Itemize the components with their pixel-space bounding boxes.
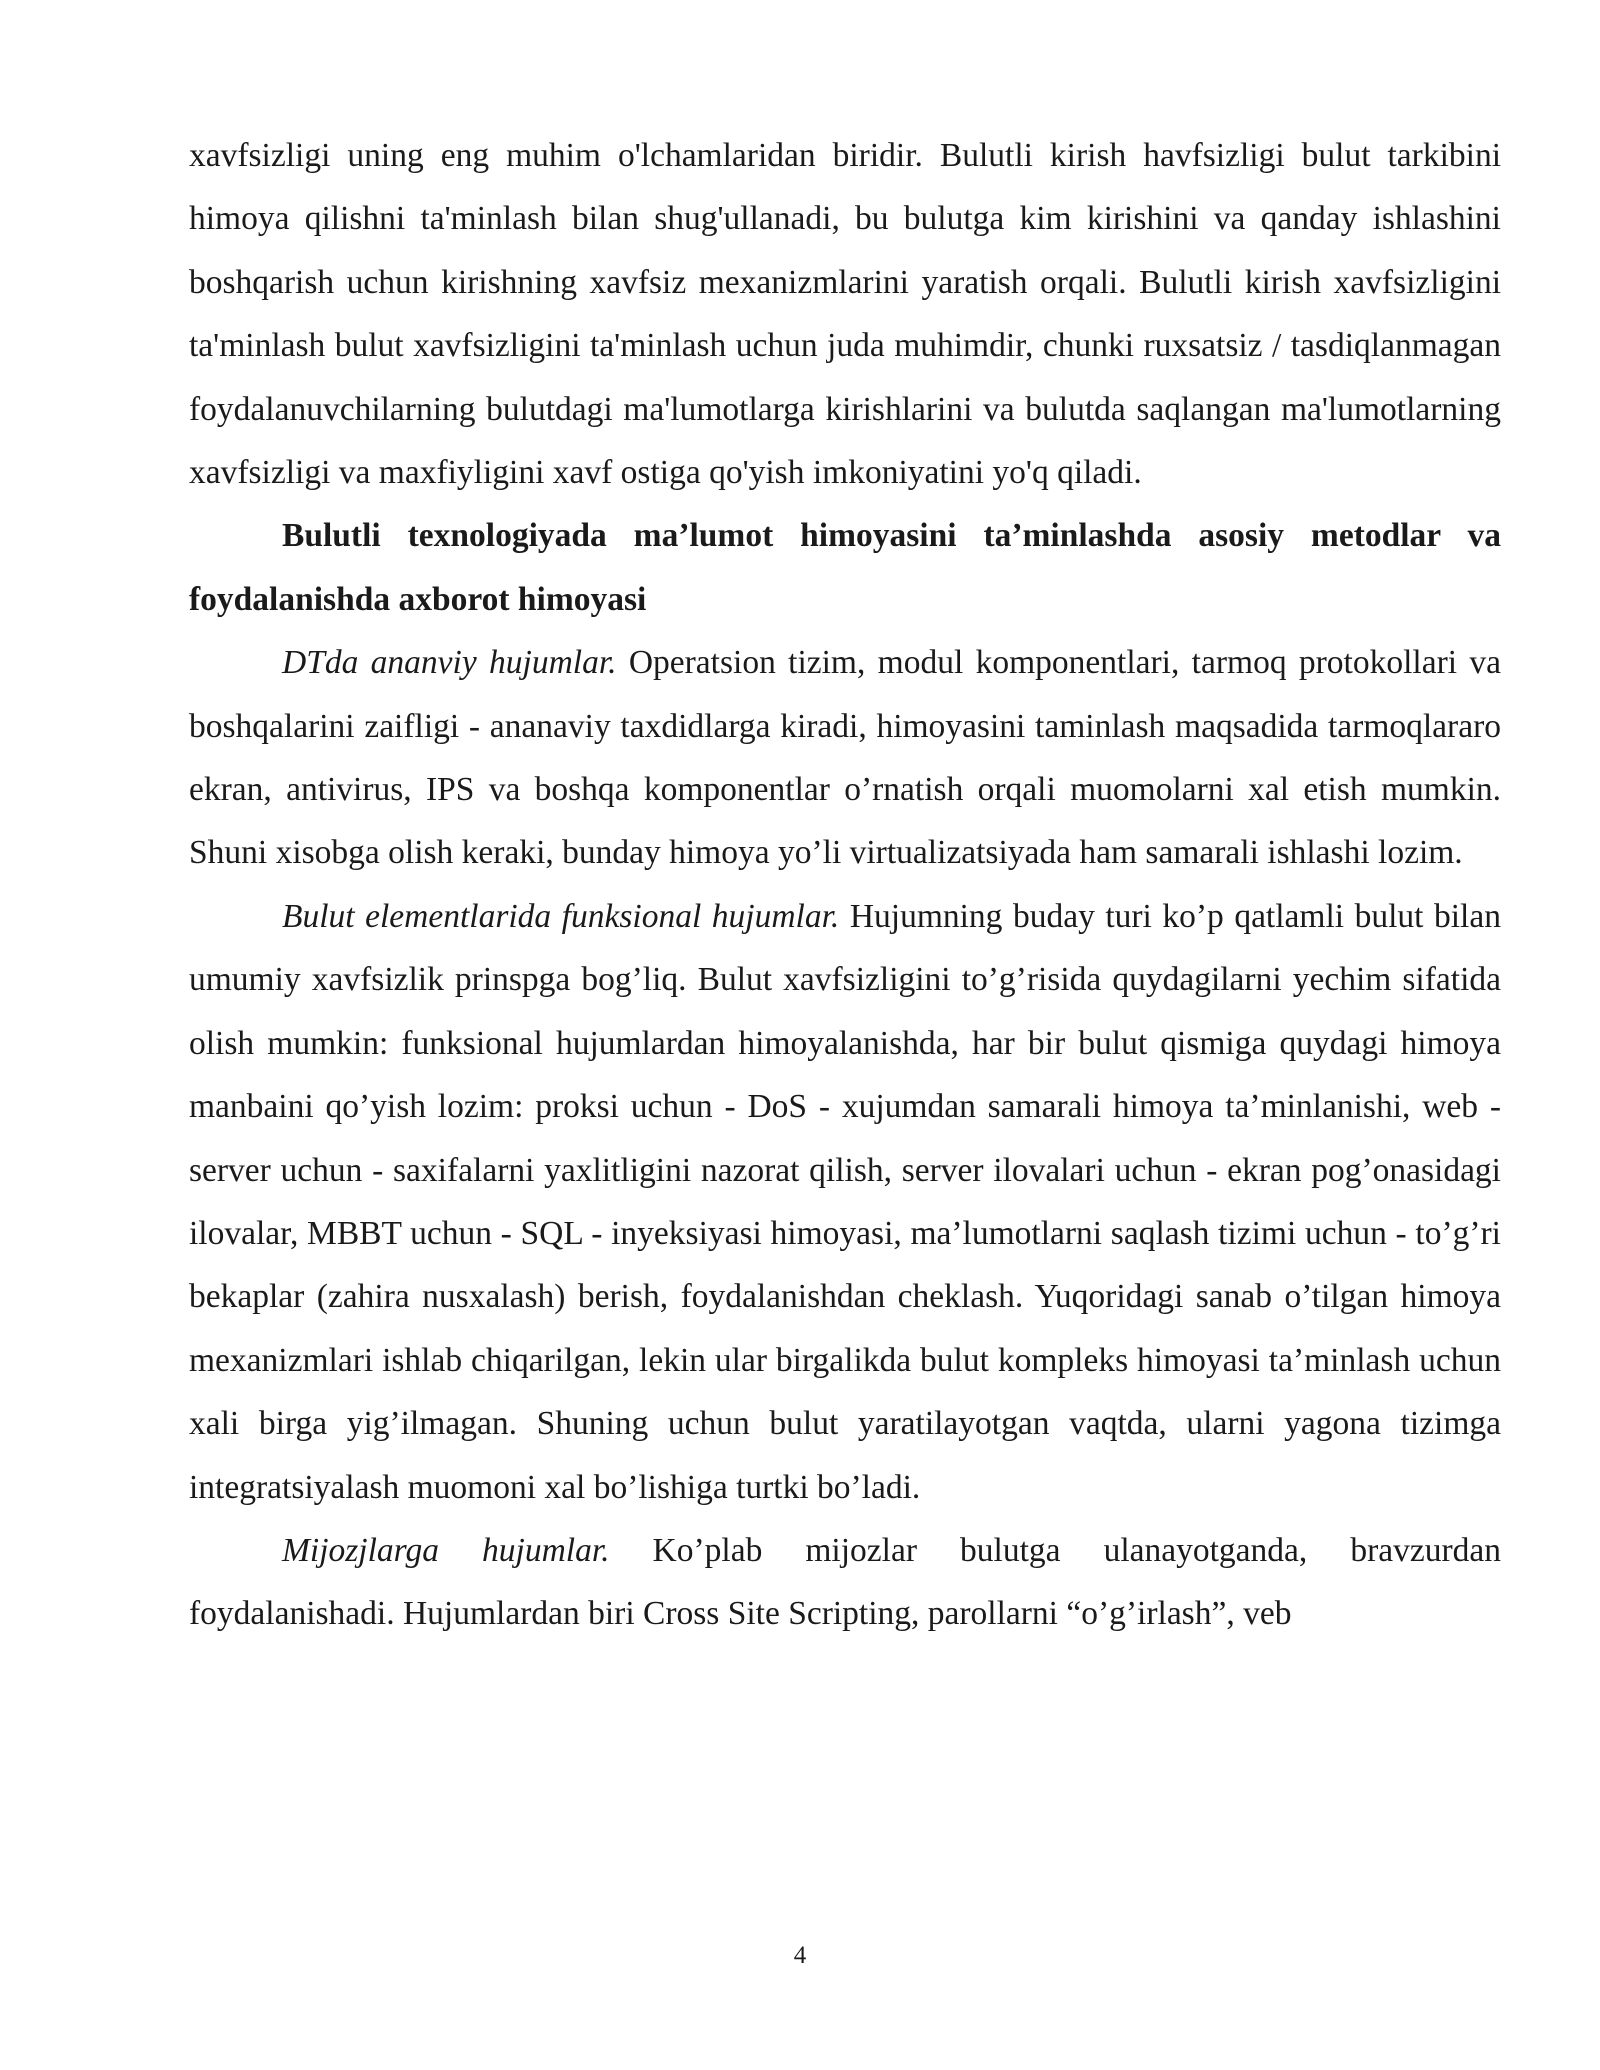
paragraph-traditional-attacks <box>189 631 1501 885</box>
paragraph-client-attacks <box>189 1519 1501 1646</box>
paragraph-text: xavfsizligi uning eng muhim o'lchamlaridan biridir. Bulutli kirish havfsizligi bulut tarkibini himoya qilishni ta'minlash bilan shug'ullanadi, bu bulutga kim kirishini va qanday ishlashini boshqarish uchun kirishning xavfsiz mexanizmlarini yaratish orqali. Bulutli kirish xavfsizligini ta'minlash bulut xavfsizligini ta'minlash uchun juda muhimdir, chunki ruxsatsiz / tasdiqlanmagan foydalanuvchilarning bulutdagi ma'lumotlarga kirishlarini va bulutda saqlangan ma'lumotlarning xavfsizligi va maxfiyligini xavf ostiga qo'yish imkoniyatini yo'q qiladi. <box>189 137 1501 492</box>
section-heading-text: Bulutli texnologiyada ma’lumot himoyasini ta’minlashda asosiy metodlar va foydalanishda axborot himoyasi <box>189 517 1501 618</box>
paragraph-functional-attacks <box>189 885 1501 1519</box>
paragraph-text: Operatsion tizim, modul komponentlari, tarmoq protokollari va boshqalarini zaifligi - ananaviy taxdidlarga kiradi, himoyasini taminlash maqsadida tarmoqlararo ekran, antivirus, IPS va boshqa komponentlar o’rnatish orqali muomolarni xal etish mumkin. Shuni xisobga olish keraki, bunday himoya yo’li virtualizatsiyada ham samarali ishlashi lozim. <box>189 644 1501 872</box>
paragraph-lead-term: Mijozjlarga hujumlar. <box>282 1531 610 1569</box>
paragraph-text: Ko’plab mijozlar bulutga ulanayotganda, bravzurdan foydalanishadi. Hujumlardan biri Cross Site Scripting, parollarni “o’g’irlash”, veb <box>189 1531 1501 1633</box>
paragraph-access-security <box>189 124 1501 504</box>
section-heading <box>189 504 1501 631</box>
paragraph-text: Hujumning buday turi ko’p qatlamli bulut bilan umumiy xavfsizlik prinspga bog’liq. Bulut xavfsizligini to’g’risida quydagilarni yechim sifatida olish mumkin: funksional hujumlardan himoyalanishda, har bir bulut qismiga quydagi himoya manbaini qo’yish lozim: proksi uchun - DoS - xujumdan samarali himoya ta’minlanishi, web - server uchun - saxifalarni yaxlitligini nazorat qilish, server ilovalari uchun - ekran pog’onasidagi ilovalar, MBBT uchun - SQL - inyeksiyasi himoyasi, ma’lumotlarni saqlash tizimi uchun - to’g’ri bekaplar (zahira nusxalash) berish, foydalanishdan cheklash. Yuqoridagi sanab o’tilgan himoya mexanizmlari ishlab chiqarilgan, lekin ular birgalikda bulut kompleks himoyasi ta’minlash uchun xali birga yig’ilmagan. Shuning uchun bulut yaratilayotgan vaqtda, ularni yagona tizimga integratsiyalash muomoni xal bo’lishiga turtki bo’ladi. <box>189 897 1501 1506</box>
page-number: 4 <box>793 1942 807 1969</box>
paragraph-lead-term: DTda ananviy hujumlar. <box>282 644 617 682</box>
paragraph-lead-term: Bulut elementlarida funksional hujumlar. <box>282 897 840 935</box>
page-body <box>189 124 1501 1646</box>
